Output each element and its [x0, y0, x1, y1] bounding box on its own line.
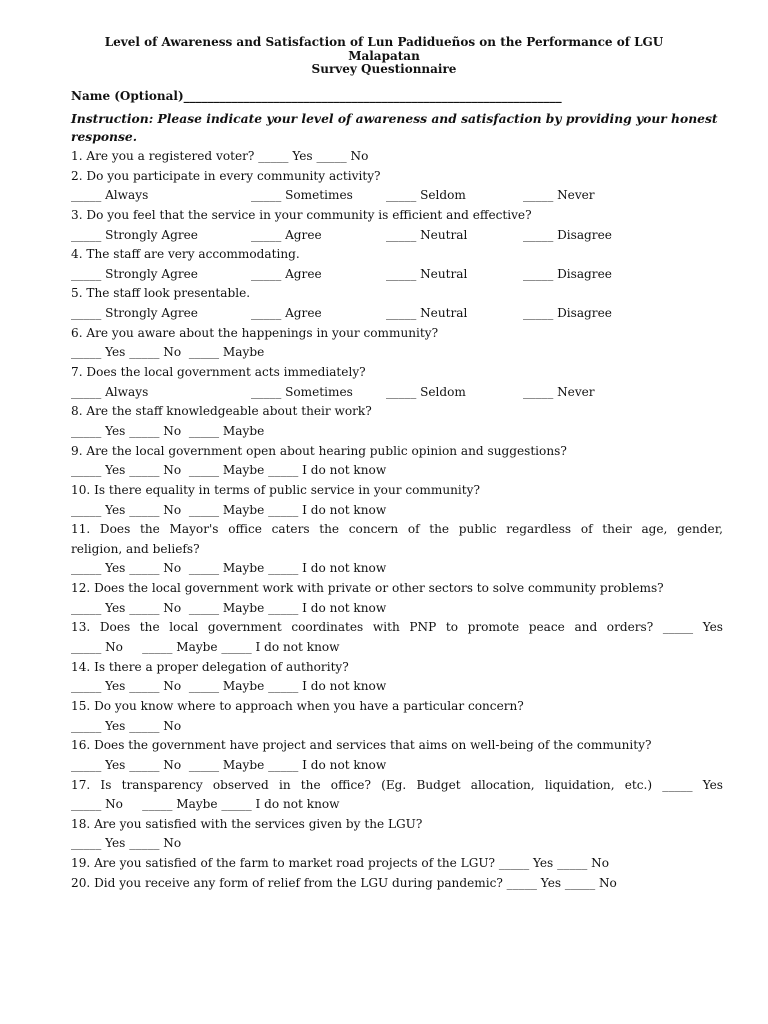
question-18-options[interactable]: _____ Yes _____ No [71, 836, 182, 851]
question-17-line-2[interactable]: _____ No _____ Maybe _____ I do not know [71, 797, 340, 812]
question-16: 16. Does the government have project and services that aims on well-being of the community? [71, 738, 652, 753]
question-14: 14. Is there a proper delegation of authority? [71, 659, 349, 674]
question-13-line-2[interactable]: _____ No _____ Maybe _____ I do not know [71, 640, 340, 655]
q4-option-neutral[interactable]: _____ Neutral [386, 266, 468, 281]
q4-option-strongly-agree[interactable]: _____ Strongly Agree [71, 266, 198, 281]
question-12: 12. Does the local government work with private or other sectors to solve community problems? [71, 581, 664, 596]
question-13-line-1[interactable]: 13. Does the local government coordinates with PNP to promote peace and orders? _____ Yes [71, 620, 723, 635]
question-20[interactable]: 20. Did you receive any form of relief from the LGU during pandemic? _____ Yes _____ No [71, 875, 617, 890]
question-19[interactable]: 19. Are you satisfied of the farm to market road projects of the LGU? _____ Yes _____ No [71, 856, 610, 871]
q2-option-seldom[interactable]: _____ Seldom [386, 188, 466, 203]
title-line-1: Level of Awareness and Satisfaction of Lun Padidueños on the Performance of LGU [104, 35, 664, 49]
question-15-options[interactable]: _____ Yes _____ No [71, 718, 182, 733]
q5-option-neutral[interactable]: _____ Neutral [386, 306, 468, 321]
question-15: 15. Do you know where to approach when you have a particular concern? [71, 698, 524, 713]
q2-option-never[interactable]: _____ Never [523, 188, 595, 203]
question-8-options[interactable]: _____ Yes _____ No _____ Maybe [71, 423, 265, 438]
question-7: 7. Does the local government acts immediately? [71, 365, 366, 380]
name-field[interactable]: Name (Optional)_______________________________________________________________ [71, 89, 562, 103]
q3-option-strongly-agree[interactable]: _____ Strongly Agree [71, 227, 198, 242]
q2-option-sometimes[interactable]: _____ Sometimes [251, 188, 353, 203]
q7-option-never[interactable]: _____ Never [523, 384, 595, 399]
question-10: 10. Is there equality in terms of public service in your community? [71, 482, 480, 497]
q5-option-disagree[interactable]: _____ Disagree [523, 306, 612, 321]
q3-option-disagree[interactable]: _____ Disagree [523, 227, 612, 242]
question-3: 3. Do you feel that the service in your community is efficient and effective? [71, 207, 532, 222]
question-4: 4. The staff are very accommodating. [71, 247, 300, 262]
question-14-options[interactable]: _____ Yes _____ No _____ Maybe _____ I do not know [71, 679, 387, 694]
q2-option-always[interactable]: _____ Always [71, 188, 149, 203]
question-18: 18. Are you satisfied with the services given by the LGU? [71, 816, 423, 831]
question-4-options [71, 265, 723, 285]
question-11-line-2: religion, and beliefs? [71, 541, 200, 556]
question-17-line-1[interactable]: 17. Is transparency observed in the office? (Eg. Budget allocation, liquidation, etc.) _____ Yes [71, 777, 723, 792]
question-12-options[interactable]: _____ Yes _____ No _____ Maybe _____ I do not know [71, 600, 387, 615]
question-5-options [71, 304, 723, 324]
question-16-options[interactable]: _____ Yes _____ No _____ Maybe _____ I do not know [71, 757, 387, 772]
q7-option-sometimes[interactable]: _____ Sometimes [251, 384, 353, 399]
q7-option-always[interactable]: _____ Always [71, 384, 149, 399]
q5-option-strongly-agree[interactable]: _____ Strongly Agree [71, 306, 198, 321]
question-3-options [71, 226, 723, 246]
question-7-options [71, 383, 723, 403]
title-line-3: Survey Questionnaire [311, 62, 457, 76]
survey-title [60, 36, 708, 77]
q3-option-neutral[interactable]: _____ Neutral [386, 227, 468, 242]
question-11-options[interactable]: _____ Yes _____ No _____ Maybe _____ I do not know [71, 561, 387, 576]
question-9: 9. Are the local government open about hearing public opinion and suggestions? [71, 443, 567, 458]
question-2-options [71, 186, 723, 206]
question-9-options[interactable]: _____ Yes _____ No _____ Maybe _____ I do not know [71, 463, 387, 478]
question-list [71, 147, 723, 893]
question-8: 8. Are the staff knowledgeable about their work? [71, 404, 372, 419]
question-2: 2. Do you participate in every community activity? [71, 168, 381, 183]
title-line-2: Malapatan [348, 48, 420, 63]
question-10-options[interactable]: _____ Yes _____ No _____ Maybe _____ I do not know [71, 502, 387, 517]
instruction: Instruction: Please indicate your level of awareness and satisfaction by providing your honest response. [71, 111, 718, 144]
question-5: 5. The staff look presentable. [71, 286, 251, 301]
question-11-line-1: 11. Does the Mayor's office caters the concern of the public regardless of their age, gender, [71, 522, 723, 537]
question-6: 6. Are you aware about the happenings in your community? [71, 325, 439, 340]
q3-option-agree[interactable]: _____ Agree [251, 227, 322, 242]
q4-option-disagree[interactable]: _____ Disagree [523, 266, 612, 281]
question-1[interactable]: 1. Are you a registered voter? _____ Yes _____ No [71, 149, 369, 163]
q7-option-seldom[interactable]: _____ Seldom [386, 384, 466, 399]
q5-option-agree[interactable]: _____ Agree [251, 306, 322, 321]
question-6-options[interactable]: _____ Yes _____ No _____ Maybe [71, 345, 265, 360]
q4-option-agree[interactable]: _____ Agree [251, 266, 322, 281]
